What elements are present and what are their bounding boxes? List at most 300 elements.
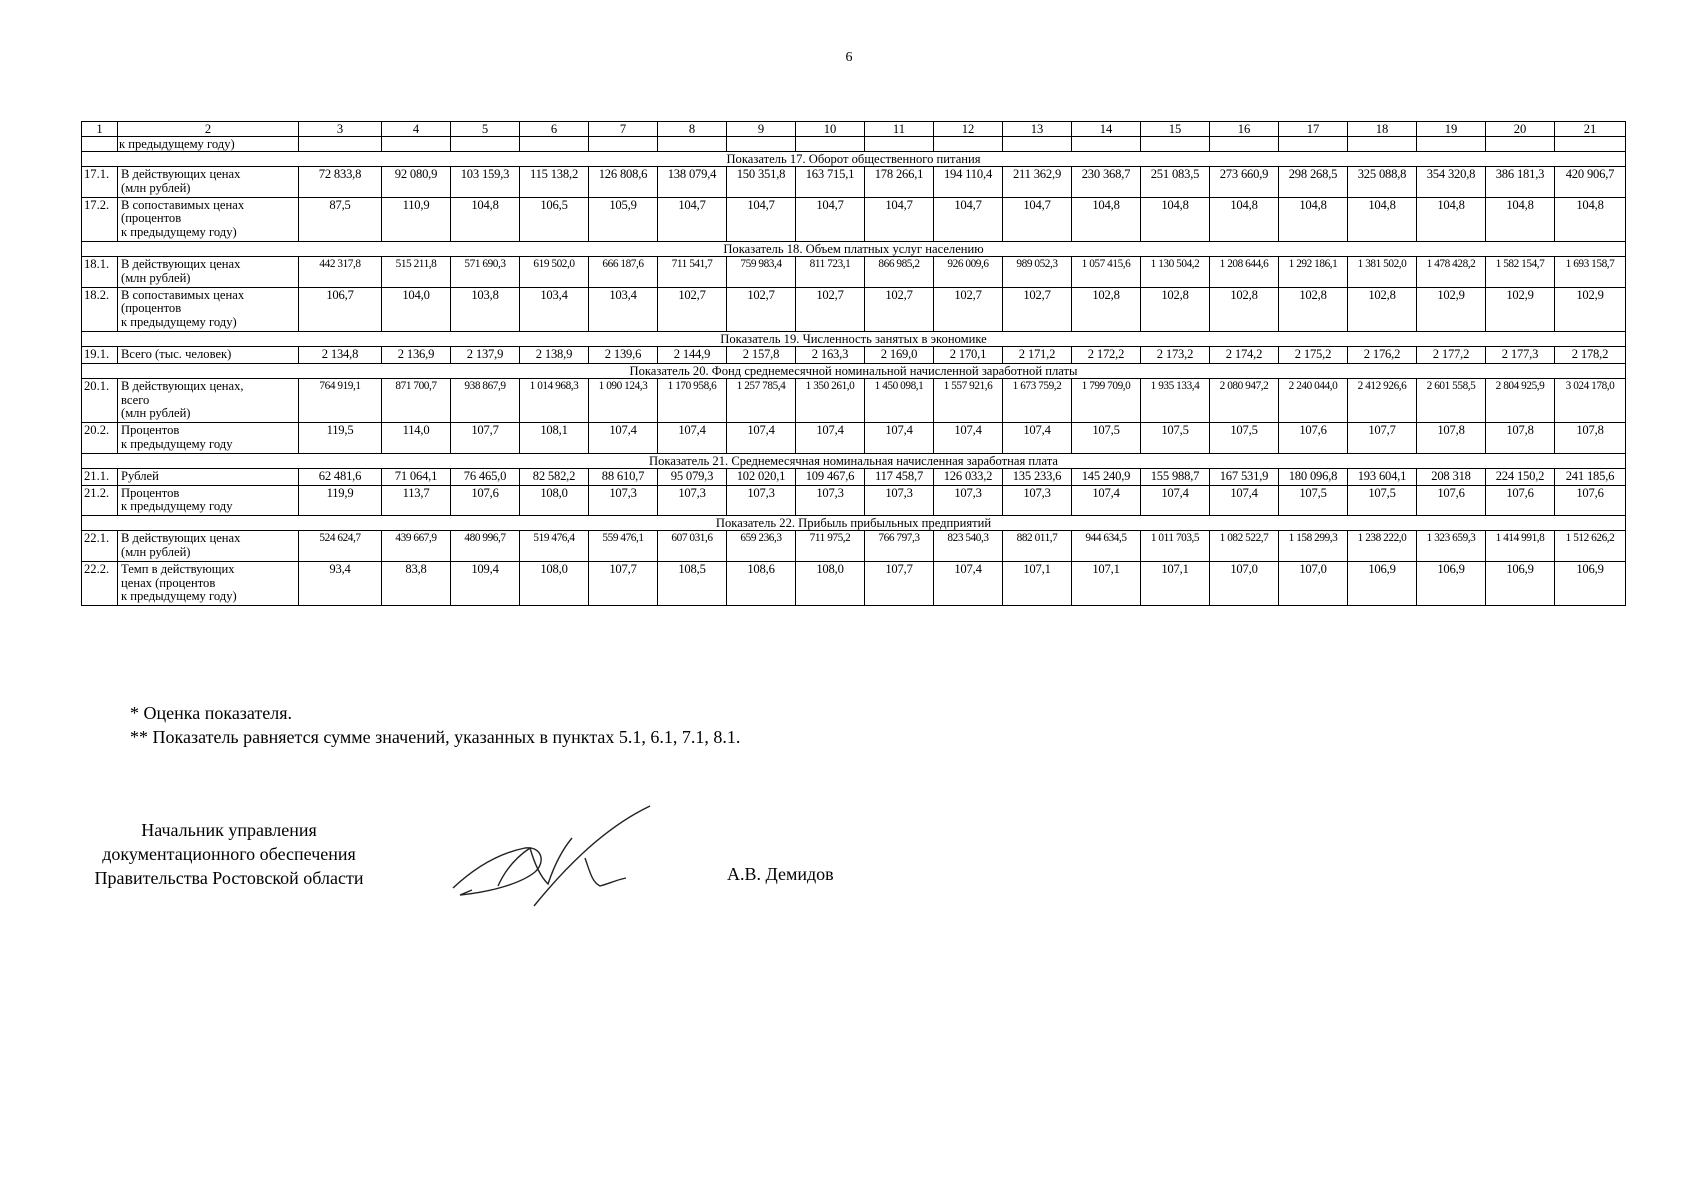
page-number: 6 [845,50,853,65]
value-cell [1555,137,1626,152]
value-cell: 764 919,1 [299,378,382,422]
value-cell: 989 052,3 [1003,256,1072,287]
value-cell: 3 024 178,0 [1555,378,1626,422]
value-cell: 766 797,3 [865,531,934,562]
value-cell: 102,8 [1141,287,1210,331]
value-cell: 882 011,7 [1003,531,1072,562]
value-cell: 107,6 [1279,423,1348,454]
row-description-line: Процентов [121,485,180,500]
value-cell: 62 481,6 [299,468,382,485]
value-cell: 178 266,1 [865,167,934,198]
column-number: 2 [118,122,299,137]
value-cell: 107,5 [1210,423,1279,454]
value-cell: 524 624,7 [299,531,382,562]
table-row [82,256,1626,287]
column-number: 16 [1210,122,1279,137]
row-description-line: к предыдущему году) [121,589,237,604]
row-number: 18.1. [82,256,118,287]
value-cell: 104,8 [1555,197,1626,241]
value-cell: 325 088,8 [1348,167,1417,198]
row-number: 20.1. [82,378,118,422]
value-cell: 2 412 926,6 [1348,378,1417,422]
value-cell: 107,3 [589,485,658,516]
value-cell: 102,9 [1555,287,1626,331]
value-cell [865,137,934,152]
value-cell: 1 478 428,2 [1417,256,1486,287]
value-cell: 107,3 [865,485,934,516]
value-cell: 823 540,3 [934,531,1003,562]
table-row [82,485,1626,516]
value-cell: 519 476,4 [520,531,589,562]
value-cell: 102,8 [1072,287,1141,331]
row-description-line: В сопоставимых ценах [121,287,245,302]
row-number: 18.2. [82,287,118,331]
value-cell [1003,137,1072,152]
value-cell: 107,4 [1072,485,1141,516]
value-cell: 1 450 098,1 [865,378,934,422]
value-cell: 107,7 [589,561,658,605]
column-number: 3 [299,122,382,137]
value-cell: 150 351,8 [727,167,796,198]
value-cell: 102,7 [934,287,1003,331]
value-cell: 1 512 626,2 [1555,531,1626,562]
value-cell: 2 240 044,0 [1279,378,1348,422]
value-cell: 107,0 [1210,561,1279,605]
value-cell: 104,8 [1486,197,1555,241]
value-cell: 107,1 [1003,561,1072,605]
section-title: Показатель 20. Фонд среднемесячной номинальной начисленной заработной платы [82,363,1626,378]
value-cell: 104,8 [451,197,520,241]
value-cell: 607 031,6 [658,531,727,562]
value-cell: 109,4 [451,561,520,605]
row-description-line: к предыдущему году [121,499,233,514]
value-cell: 107,3 [658,485,727,516]
row-description-line: (млн рублей) [121,180,191,195]
footnote-sum: ** Показатель равняется сумме значений, указанных в пунктах 5.1, 6.1, 7.1, 8.1. [130,727,741,747]
value-cell: 113,7 [382,485,451,516]
column-number: 14 [1072,122,1141,137]
value-cell [1279,137,1348,152]
value-cell: 1 935 133,4 [1141,378,1210,422]
row-description [118,531,299,562]
value-cell: 107,4 [1141,485,1210,516]
table-header-row [82,122,1626,137]
value-cell: 2 172,2 [1072,346,1141,363]
value-cell: 659 236,3 [727,531,796,562]
value-cell: 155 988,7 [1141,468,1210,485]
value-cell: 2 173,2 [1141,346,1210,363]
value-cell: 108,0 [520,561,589,605]
value-cell: 104,8 [1348,197,1417,241]
value-cell: 2 144,9 [658,346,727,363]
value-cell: 559 476,1 [589,531,658,562]
signer-position-line: Правительства Ростовской области [94,868,364,888]
value-cell: 1 130 504,2 [1141,256,1210,287]
column-number: 10 [796,122,865,137]
value-cell: 135 233,6 [1003,468,1072,485]
value-cell: 2 178,2 [1555,346,1626,363]
value-cell: 515 211,8 [382,256,451,287]
value-cell: 93,4 [299,561,382,605]
row-description-line: всего [121,392,150,407]
value-cell: 102,7 [865,287,934,331]
value-cell: 107,6 [1555,485,1626,516]
value-cell [1486,137,1555,152]
value-cell [382,137,451,152]
value-cell: 2 170,1 [934,346,1003,363]
value-cell: 106,5 [520,197,589,241]
value-cell: 104,8 [1141,197,1210,241]
row-number: 17.1. [82,167,118,198]
value-cell: 107,4 [934,561,1003,605]
row-description-line: В действующих ценах [121,167,241,181]
value-cell: 103 159,3 [451,167,520,198]
value-cell: 107,4 [589,423,658,454]
footnote-estimate: * Оценка показателя. [130,703,293,723]
value-cell: 104,8 [1072,197,1141,241]
value-cell: 107,3 [934,485,1003,516]
value-cell: 163 715,1 [796,167,865,198]
value-cell: 1 257 785,4 [727,378,796,422]
value-cell: 2 139,6 [589,346,658,363]
row-description-line: (млн рублей) [121,270,191,285]
value-cell: 938 867,9 [451,378,520,422]
value-cell [934,137,1003,152]
value-cell: 102,8 [1210,287,1279,331]
row-description [118,167,299,198]
value-cell: 108,0 [796,561,865,605]
value-cell: 104,0 [382,287,451,331]
value-cell: 103,8 [451,287,520,331]
row-description-line: к предыдущему году) [121,315,237,330]
value-cell: 180 096,8 [1279,468,1348,485]
column-number: 13 [1003,122,1072,137]
value-cell: 107,3 [1003,485,1072,516]
value-cell: 571 690,3 [451,256,520,287]
signer-position [60,818,398,890]
value-cell [520,137,589,152]
value-cell: 110,9 [382,197,451,241]
value-cell [1210,137,1279,152]
table-row [82,531,1626,562]
value-cell: 107,7 [1348,423,1417,454]
value-cell: 109 467,6 [796,468,865,485]
value-cell: 102,8 [1348,287,1417,331]
row-description-line: (процентов [121,211,182,226]
value-cell: 2 171,2 [1003,346,1072,363]
value-cell: 106,9 [1486,561,1555,605]
value-cell: 866 985,2 [865,256,934,287]
value-cell: 193 604,1 [1348,468,1417,485]
row-number: 22.1. [82,531,118,562]
column-number: 18 [1348,122,1417,137]
value-cell: 1 208 644,6 [1210,256,1279,287]
value-cell: 1 414 991,8 [1486,531,1555,562]
value-cell: 167 531,9 [1210,468,1279,485]
value-cell: 107,8 [1486,423,1555,454]
footnotes [130,701,740,749]
value-cell: 106,9 [1348,561,1417,605]
row-description-line: В действующих ценах [121,531,241,546]
value-cell: 95 079,3 [658,468,727,485]
value-cell [1141,137,1210,152]
value-cell: 871 700,7 [382,378,451,422]
value-cell [1417,137,1486,152]
row-description [118,561,299,605]
section-row [82,331,1626,346]
value-cell: 117 458,7 [865,468,934,485]
value-cell: 1 323 659,3 [1417,531,1486,562]
row-description-line: ценах (процентов [121,575,216,590]
row-description-line: (млн рублей) [121,544,191,559]
row-description-line: Рублей [121,468,159,483]
value-cell: 107,4 [1003,423,1072,454]
value-cell: 1 292 186,1 [1279,256,1348,287]
value-cell: 107,4 [934,423,1003,454]
value-cell: 2 138,9 [520,346,589,363]
column-number: 20 [1486,122,1555,137]
value-cell: 104,7 [934,197,1003,241]
value-cell: 107,6 [451,485,520,516]
value-cell: 102,8 [1279,287,1348,331]
value-cell: 106,7 [299,287,382,331]
value-cell: 104,8 [1279,197,1348,241]
section-row [82,363,1626,378]
value-cell: 107,6 [1486,485,1555,516]
value-cell: 2 136,9 [382,346,451,363]
row-description [118,256,299,287]
section-row [82,152,1626,167]
value-cell [589,137,658,152]
value-cell: 106,9 [1555,561,1626,605]
row-description [118,197,299,241]
column-number: 6 [520,122,589,137]
value-cell: 107,4 [1210,485,1279,516]
row-description [118,346,299,363]
column-number: 5 [451,122,520,137]
column-number: 4 [382,122,451,137]
value-cell [1348,137,1417,152]
handwritten-signature [450,802,660,914]
value-cell: 241 185,6 [1555,468,1626,485]
value-cell: 105,9 [589,197,658,241]
value-cell: 2 601 558,5 [1417,378,1486,422]
value-cell: 2 157,8 [727,346,796,363]
value-cell: 2 174,2 [1210,346,1279,363]
row-description-line: (млн рублей) [121,406,191,421]
value-cell: 944 634,5 [1072,531,1141,562]
value-cell: 711 975,2 [796,531,865,562]
value-cell: 759 983,4 [727,256,796,287]
value-cell: 104,8 [1210,197,1279,241]
value-cell: 1 170 958,6 [658,378,727,422]
indicators-table [81,121,1626,606]
value-cell: 104,7 [658,197,727,241]
value-cell: 230 368,7 [1072,167,1141,198]
table-row [82,468,1626,485]
value-cell: 107,5 [1279,485,1348,516]
value-cell: 102,7 [796,287,865,331]
value-cell: 107,5 [1141,423,1210,454]
section-title: Показатель 22. Прибыль прибыльных предприятий [82,516,1626,531]
value-cell: 102,7 [727,287,796,331]
value-cell: 1 557 921,6 [934,378,1003,422]
value-cell: 2 080 947,2 [1210,378,1279,422]
value-cell: 72 833,8 [299,167,382,198]
row-description-line: к предыдущему году) [121,225,237,240]
signer-name: А.В. Демидов [727,864,834,884]
value-cell: 619 502,0 [520,256,589,287]
value-cell: 2 175,2 [1279,346,1348,363]
column-number: 12 [934,122,1003,137]
value-cell: 211 362,9 [1003,167,1072,198]
value-cell: 2 137,9 [451,346,520,363]
row-description-line: В действующих ценах, [121,378,244,393]
value-cell: 107,8 [1555,423,1626,454]
row-description [118,485,299,516]
value-cell: 102,9 [1486,287,1555,331]
table-row [82,423,1626,454]
value-cell: 1 158 299,3 [1279,531,1348,562]
column-number: 7 [589,122,658,137]
section-title: Показатель 18. Объем платных услуг населению [82,241,1626,256]
value-cell: 1 238 222,0 [1348,531,1417,562]
value-cell: 138 079,4 [658,167,727,198]
value-cell: 103,4 [520,287,589,331]
row-number: 21.1. [82,468,118,485]
value-cell: 145 240,9 [1072,468,1141,485]
row-number: 22.2. [82,561,118,605]
value-cell: 420 906,7 [1555,167,1626,198]
row-number: 20.2. [82,423,118,454]
value-cell: 811 723,1 [796,256,865,287]
row-description-line: В сопоставимых ценах [121,197,245,212]
value-cell: 104,8 [1417,197,1486,241]
value-cell: 107,1 [1141,561,1210,605]
value-cell: 711 541,7 [658,256,727,287]
row-description [118,423,299,454]
section-row [82,453,1626,468]
value-cell: 1 090 124,3 [589,378,658,422]
value-cell: 107,4 [796,423,865,454]
row-description-line: Всего (тыс. человек) [121,346,232,361]
value-cell: 107,4 [865,423,934,454]
row-number-cell [82,137,118,152]
table-row [82,346,1626,363]
row-number: 21.2. [82,485,118,516]
value-cell: 107,5 [1348,485,1417,516]
row-description-line: (процентов [121,301,182,316]
value-cell [451,137,520,152]
signer-position-line: документационного обеспечения [102,844,356,864]
section-row [82,241,1626,256]
value-cell: 108,5 [658,561,727,605]
row-description: к предыдущему году) [118,137,299,152]
section-row [82,516,1626,531]
table-row [82,167,1626,198]
value-cell: 666 187,6 [589,256,658,287]
table-row [82,137,1626,152]
value-cell: 386 181,3 [1486,167,1555,198]
table-row [82,197,1626,241]
column-number: 11 [865,122,934,137]
value-cell: 108,0 [520,485,589,516]
value-cell: 2 804 925,9 [1486,378,1555,422]
row-description [118,378,299,422]
value-cell [1072,137,1141,152]
value-cell: 354 320,8 [1417,167,1486,198]
value-cell: 251 083,5 [1141,167,1210,198]
row-description [118,468,299,485]
value-cell: 208 318 [1417,468,1486,485]
value-cell: 107,7 [451,423,520,454]
row-description-line: Процентов [121,423,180,438]
value-cell: 1 673 759,2 [1003,378,1072,422]
value-cell [796,137,865,152]
column-number: 19 [1417,122,1486,137]
value-cell: 194 110,4 [934,167,1003,198]
value-cell: 2 134,8 [299,346,382,363]
value-cell: 87,5 [299,197,382,241]
value-cell: 107,8 [1417,423,1486,454]
value-cell: 107,5 [1072,423,1141,454]
section-title: Показатель 17. Оборот общественного питания [82,152,1626,167]
value-cell: 119,9 [299,485,382,516]
value-cell: 1 082 522,7 [1210,531,1279,562]
column-number: 15 [1141,122,1210,137]
table-row [82,378,1626,422]
value-cell [727,137,796,152]
value-cell: 2 177,3 [1486,346,1555,363]
value-cell: 107,3 [727,485,796,516]
value-cell: 2 176,2 [1348,346,1417,363]
section-title: Показатель 21. Среднемесячная номинальная начисленная заработная плата [82,453,1626,468]
value-cell: 102,7 [1003,287,1072,331]
value-cell: 1 799 709,0 [1072,378,1141,422]
value-cell: 76 465,0 [451,468,520,485]
value-cell: 102 020,1 [727,468,796,485]
value-cell: 2 163,3 [796,346,865,363]
row-description-line: Темп в действующих [121,561,235,576]
value-cell: 119,5 [299,423,382,454]
column-number: 21 [1555,122,1626,137]
value-cell: 102,7 [658,287,727,331]
value-cell: 104,7 [727,197,796,241]
value-cell: 1 057 415,6 [1072,256,1141,287]
row-description [118,287,299,331]
table-row [82,287,1626,331]
value-cell: 1 381 502,0 [1348,256,1417,287]
table-row [82,561,1626,605]
value-cell: 106,9 [1417,561,1486,605]
value-cell: 298 268,5 [1279,167,1348,198]
value-cell: 104,7 [865,197,934,241]
value-cell: 107,4 [727,423,796,454]
value-cell: 103,4 [589,287,658,331]
column-number: 1 [82,122,118,137]
value-cell: 480 996,7 [451,531,520,562]
value-cell: 926 009,6 [934,256,1003,287]
value-cell: 104,7 [796,197,865,241]
value-cell: 83,8 [382,561,451,605]
signer-position-line: Начальник управления [141,820,317,840]
row-number: 17.2. [82,197,118,241]
value-cell: 107,0 [1279,561,1348,605]
column-number: 17 [1279,122,1348,137]
value-cell: 88 610,7 [589,468,658,485]
column-number: 8 [658,122,727,137]
row-description-line: В действующих ценах [121,256,241,271]
